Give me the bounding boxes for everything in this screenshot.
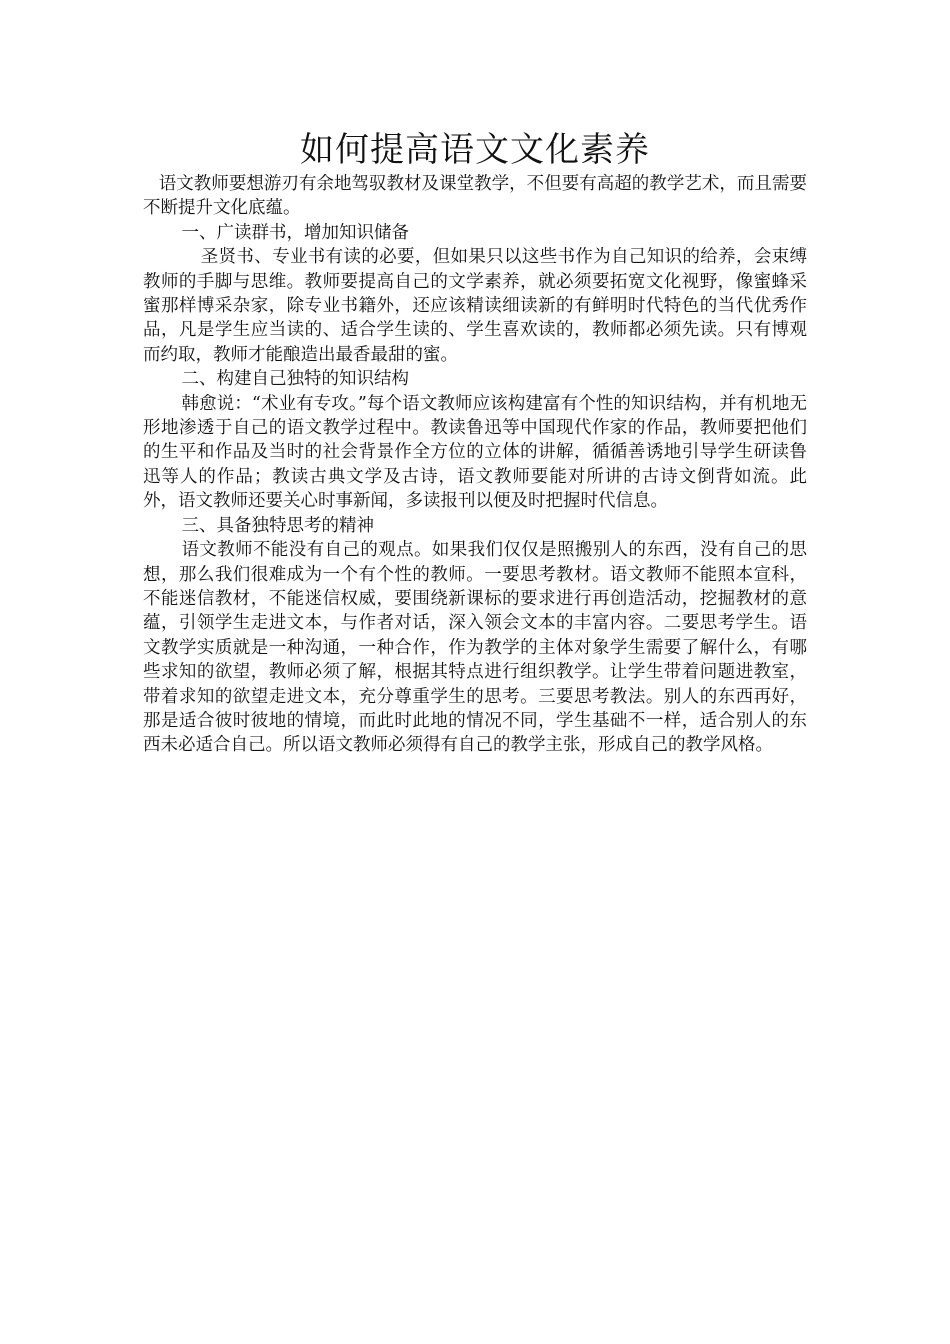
intro-paragraph: 语文教师要想游刃有余地驾驭教材及课堂教学，不但要有高超的教学艺术，而且需要不断提升文化底蕴。 — [143, 174, 807, 219]
section-heading-2: 二、构建自己独特的知识结构 — [181, 369, 409, 390]
section-body-3: 语文教师不能没有自己的观点。如果我们仅仅是照搬别人的东西，没有自己的思想，那么我们很难成为一个有个性的教师。一要思考教材。语文教师不能照本宣科，不能迷信教材，不能迷信权威，要围绕新课标的要求进行再创造活动，挖掘教材的意蕴，引领学生走进文本，与作者对话，深入领会文本的丰富内容。二要思考学生。语文教学实质就是一种沟通，一种合作，作为教学的主体对象学生需要了解什么，有哪些求知的欲望，教师必须了解，根据其特点进行组织教学。让学生带着问题进教室，带着求知的欲望走进文本，充分尊重学生的思考。三要思考教法。别人的东西再好，那是适合彼时彼地的情境，而此时此地的情况不同，学生基础不一样，适合别人的东西未必适合自己。所以语文教师必须得有自己的教学主张，形成自己的教学风格。 — [143, 540, 807, 756]
section-body-1: 圣贤书、专业书有读的必要，但如果只以这些书作为自己知识的给养，会束缚教师的手脚与思维。教师要提高自己的文学素养，就必须要拓宽文化视野，像蜜蜂采蜜那样博采杂家，除专业书籍外，还应该精读细读新的有鲜明时代特色的当代优秀作品，凡是学生应当读的、适合学生读的、学生喜欢读的，教师都必须先读。只有博观而约取，教师才能酿造出最香最甜的蜜。 — [143, 247, 807, 365]
section-heading-3: 三、具备独特思考的精神 — [181, 515, 374, 536]
section-heading-1: 一、广读群书，增加知识储备 — [181, 222, 409, 243]
document-title: 如何提高语文文化素养 — [300, 130, 650, 170]
section-body-2: 韩愈说：“术业有专攻。”每个语文教师应该构建富有个性的知识结构，并有机地无形地渗透于自己的语文教学过程中。教读鲁迅等中国现代作家的作品，教师要把他们的生平和作品及当时的社会背景作全方位的立体的讲解，循循善诱地引导学生研读鲁迅等人的作品；教读古典文学及古诗，语文教师要能对所讲的古诗文倒背如流。此外，语文教师还要关心时事新闻，多读报刊以便及时把握时代信息。 — [143, 393, 807, 512]
document-body — [143, 128, 807, 758]
